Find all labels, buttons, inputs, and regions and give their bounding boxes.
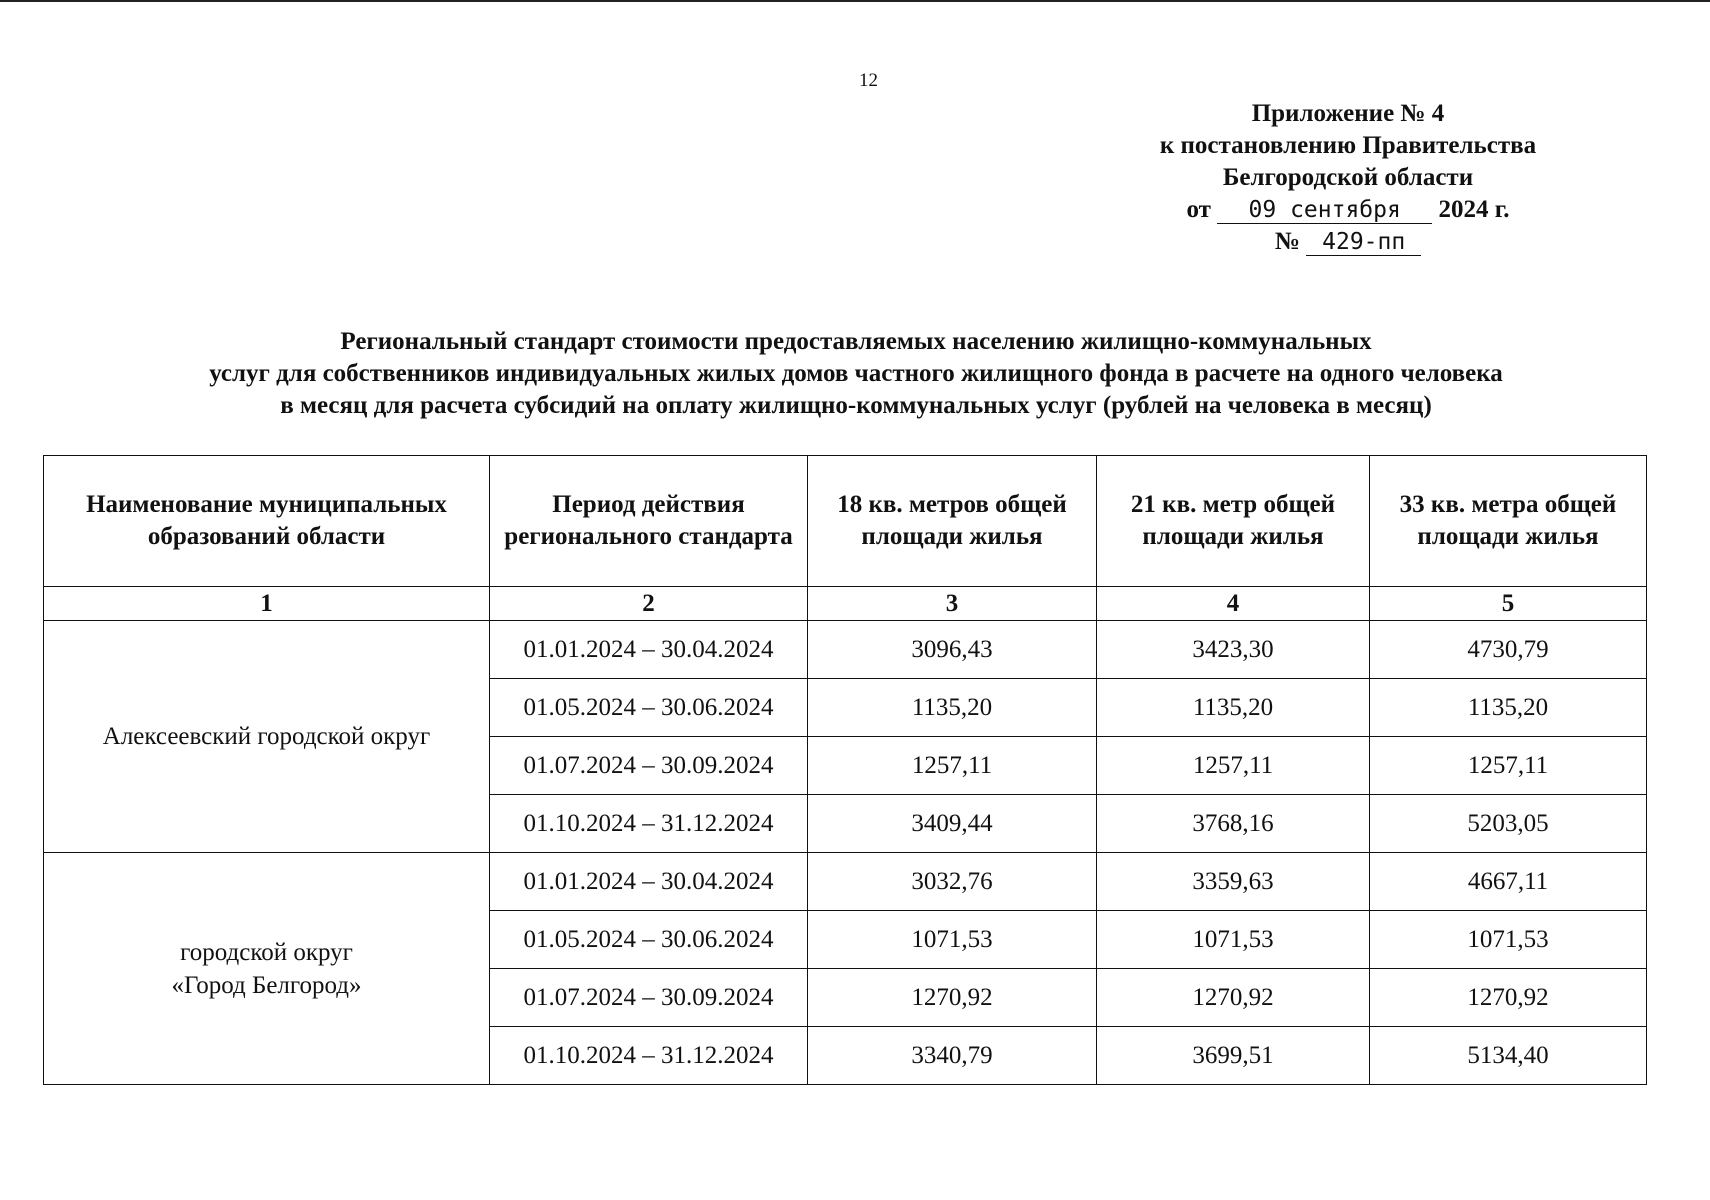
value-21-sqm-cell: 1270,92 xyxy=(1097,969,1370,1027)
appendix-number-line xyxy=(1088,226,1608,258)
period-cell: 01.07.2024 – 30.09.2024 xyxy=(490,969,808,1027)
value-18-sqm-cell: 1257,11 xyxy=(808,737,1097,795)
column-number: 1 xyxy=(44,587,490,621)
column-number: 3 xyxy=(808,587,1097,621)
value-18-sqm-cell: 3096,43 xyxy=(808,621,1097,679)
value-21-sqm-cell: 1071,53 xyxy=(1097,911,1370,969)
value-33-sqm-cell: 4730,79 xyxy=(1370,621,1647,679)
value-33-sqm-cell: 1071,53 xyxy=(1370,911,1647,969)
column-number: 5 xyxy=(1370,587,1647,621)
period-cell: 01.05.2024 – 30.06.2024 xyxy=(490,679,808,737)
municipality-name-cell xyxy=(44,853,490,1085)
header-municipality: Наименование муниципальных образований области xyxy=(44,456,490,587)
value-21-sqm-cell: 3768,16 xyxy=(1097,795,1370,853)
appendix-line-1: Приложение № 4 xyxy=(1251,100,1445,127)
period-cell: 01.07.2024 – 30.09.2024 xyxy=(490,737,808,795)
page-number: 12 xyxy=(859,70,878,91)
value-33-sqm-cell: 4667,11 xyxy=(1370,853,1647,911)
value-33-sqm-cell: 5203,05 xyxy=(1370,795,1647,853)
period-cell: 01.01.2024 – 30.04.2024 xyxy=(490,621,808,679)
table-header-row xyxy=(44,456,1647,587)
value-18-sqm-cell: 1071,53 xyxy=(808,911,1097,969)
value-18-sqm-cell: 3340,79 xyxy=(808,1027,1097,1085)
municipality-name-line: городской округ xyxy=(180,938,353,966)
date-value: 09 сентября xyxy=(1217,197,1432,224)
appendix-block xyxy=(1088,98,1608,258)
column-number: 4 xyxy=(1097,587,1370,621)
value-18-sqm-cell: 3409,44 xyxy=(808,795,1097,853)
date-prefix: от xyxy=(1186,196,1211,223)
municipality-name-line: «Город Белгород» xyxy=(171,971,362,999)
municipality-name-line: Алексеевский городской округ xyxy=(102,723,431,750)
value-33-sqm-cell: 1257,11 xyxy=(1370,737,1647,795)
value-18-sqm-cell: 1270,92 xyxy=(808,969,1097,1027)
document-title xyxy=(40,326,1672,422)
period-cell: 01.10.2024 – 31.12.2024 xyxy=(490,1027,808,1085)
title-line-3: в месяц для расчета субсидий на оплату жилищно-коммунальных услуг (рублей на человека в месяц) xyxy=(280,392,1432,419)
period-cell: 01.05.2024 – 30.06.2024 xyxy=(490,911,808,969)
table-row xyxy=(44,853,1647,911)
title-line-1: Региональный стандарт стоимости предоставляемых населению жилищно-коммунальных xyxy=(340,328,1372,355)
value-33-sqm-cell: 1270,92 xyxy=(1370,969,1647,1027)
period-cell: 01.01.2024 – 30.04.2024 xyxy=(490,853,808,911)
value-21-sqm-cell: 3423,30 xyxy=(1097,621,1370,679)
value-18-sqm-cell: 3032,76 xyxy=(808,853,1097,911)
column-number: 2 xyxy=(490,587,808,621)
period-cell: 01.10.2024 – 31.12.2024 xyxy=(490,795,808,853)
value-21-sqm-cell: 1135,20 xyxy=(1097,679,1370,737)
top-border-line xyxy=(0,0,1710,2)
header-33-sqm: 33 кв. метра общей площади жилья xyxy=(1370,456,1647,587)
header-18-sqm: 18 кв. метров общей площади жилья xyxy=(808,456,1097,587)
header-period: Период действия регионального стандарта xyxy=(490,456,808,587)
table-body xyxy=(44,456,1647,1085)
appendix-date-line xyxy=(1088,194,1608,226)
value-21-sqm-cell: 1257,11 xyxy=(1097,737,1370,795)
value-21-sqm-cell: 3699,51 xyxy=(1097,1027,1370,1085)
table-row xyxy=(44,621,1647,679)
number-prefix: № xyxy=(1274,228,1300,255)
number-value: 429-пп xyxy=(1306,229,1421,256)
column-number-row xyxy=(44,587,1647,621)
header-21-sqm: 21 кв. метр общей площади жилья xyxy=(1097,456,1370,587)
title-line-2: услуг для собственников индивидуальных жилых домов частного жилищного фонда в расчете на одного человека xyxy=(209,360,1503,387)
value-21-sqm-cell: 3359,63 xyxy=(1097,853,1370,911)
date-suffix: 2024 г. xyxy=(1438,196,1510,223)
regional-standard-table xyxy=(43,455,1647,1085)
value-18-sqm-cell: 1135,20 xyxy=(808,679,1097,737)
value-33-sqm-cell: 1135,20 xyxy=(1370,679,1647,737)
appendix-line-3: Белгородской области xyxy=(1222,164,1474,191)
municipality-name-cell xyxy=(44,621,490,853)
value-33-sqm-cell: 5134,40 xyxy=(1370,1027,1647,1085)
appendix-line-2: к постановлению Правительства xyxy=(1159,132,1537,159)
